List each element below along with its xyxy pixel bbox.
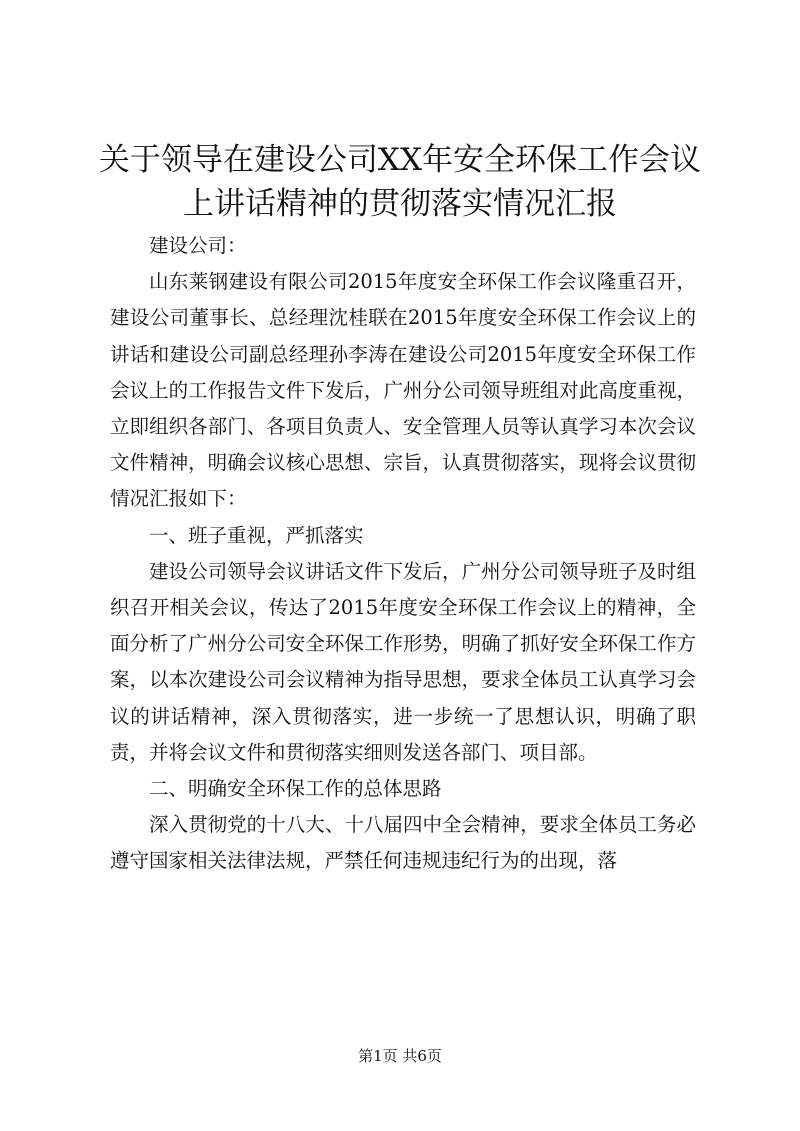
title-line-1: 关于领导在建设公司XX年安全环保工作会议 [98, 142, 702, 178]
section-heading-1: 一、班子重视，严抓落实 [149, 523, 364, 547]
salutation: 建设公司： [149, 234, 247, 257]
document-body [110, 228, 696, 880]
paragraph-section-2: 深入贯彻党的十八大、十八届四中全会精神，要求全体员工务必遵守国家相关法律法规，严禁任何违规违纪行为的出现，落 [110, 813, 696, 873]
document-title [90, 138, 710, 226]
paragraph-intro: 山东莱钢建设有限公司2015年度安全环保工作会议隆重召开，建设公司董事长、总经理沈桂联在2015年度安全环保工作会议上的讲话和建设公司副总经理孙李涛在建设公司2015年度安全环保工作会议上的工作报告文件下发后，广州分公司领导班组对此高度重视，立即组织各部门、各项目负责人、安全管理人员等认真学习本次会议文件精神，明确会议核心思想、宗旨，认真贯彻落实，现将会议贯彻情况汇报如下： [110, 270, 696, 511]
section-heading-2: 二、明确安全环保工作的总体思路 [149, 777, 442, 801]
title-line-2: 上讲话精神的贯彻落实情况汇报 [183, 186, 617, 222]
paragraph-section-1: 建设公司领导会议讲话文件下发后，广州分公司领导班子及时组织召开相关会议，传达了2015年度安全环保工作会议上的精神，全面分析了广州分公司安全环保工作形势，明确了抓好安全环保工作方案，以本次建设公司会议精神为指导思想，要求全体员工认真学习会议的讲话精神，深入贯彻落实，进一步统一了思想认识，明确了职责，并将会议文件和贯彻落实细则发送各部门、项目部。 [110, 559, 696, 764]
page-number-footer: 第1页 共6页 [358, 1047, 442, 1065]
